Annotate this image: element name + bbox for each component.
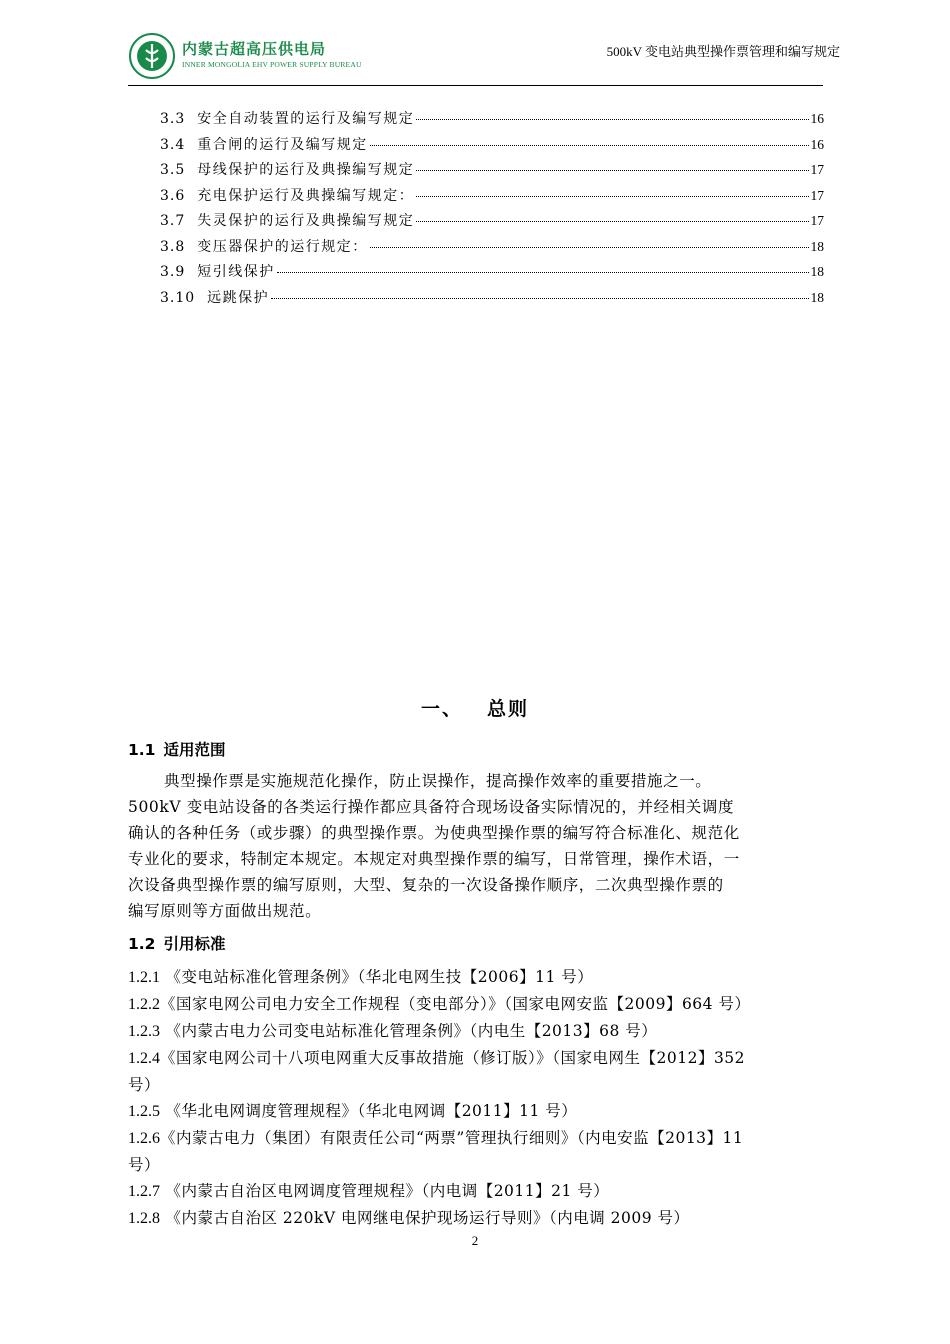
- toc-number: 3.4: [160, 136, 186, 153]
- toc-leader: [277, 272, 809, 273]
- toc-entry[interactable]: [160, 287, 824, 313]
- reference-number: 1.2.4: [128, 1050, 160, 1067]
- reference-item: [128, 964, 828, 991]
- toc-number: 3.7: [160, 213, 186, 229]
- toc-title: 变压器保护的运行规定：: [197, 238, 368, 255]
- section-title: 适用范围: [163, 741, 226, 759]
- toc-title: 短引线保护: [197, 264, 275, 280]
- reference-text: 《内蒙古自治区 220kV 电网继电保护现场运行导则》（内电调 2009 号）: [165, 1209, 690, 1227]
- toc-leader: [370, 247, 809, 248]
- toc-page: 18: [810, 264, 824, 279]
- reference-text: 《国家电网公司电力安全工作规程（变电部分）》（国家电网安监【2009】664 号）: [160, 995, 751, 1013]
- paragraph-line: 专业化的要求，特制定本规定。本规定对典型操作票的编写，日常管理，操作术语，一: [128, 850, 740, 868]
- paragraph-line: 确认的各种任务（或步骤）的典型操作票。为使典型操作票的编写符合标准化、规范化: [128, 824, 740, 842]
- paragraph-line: 次设备典型操作票的编写原则，大型、复杂的一次设备操作顺序，二次典型操作票的: [128, 876, 724, 894]
- reference-item: [128, 1125, 828, 1178]
- toc-leader: [416, 221, 808, 222]
- reference-item: [128, 1205, 828, 1232]
- toc-entry[interactable]: [160, 261, 824, 287]
- org-name-en: INNER MONGOLIA EHV POWER SUPPLY BUREAU: [182, 60, 362, 69]
- section-title: 引用标准: [163, 935, 226, 953]
- reference-number: 1.2.2: [128, 996, 160, 1013]
- toc-page: 18: [810, 289, 824, 305]
- reference-number: 1.2.6: [128, 1130, 160, 1147]
- table-of-contents: [160, 108, 824, 312]
- section-number: 1.1: [128, 741, 156, 759]
- reference-item: [128, 1098, 828, 1125]
- paragraph-line: 500kV 变电站设备的各类运行操作都应具备符合现场设备实际情况的，并经相关调度: [128, 798, 735, 816]
- toc-entry[interactable]: [160, 210, 824, 236]
- org-name-cn: 内蒙古超高压供电局: [182, 40, 327, 58]
- toc-title: 重合闸的运行及编写规定: [197, 136, 368, 153]
- reference-list: [128, 964, 828, 1232]
- toc-number: 3.8: [160, 238, 186, 255]
- chapter-number: 一、: [420, 698, 463, 720]
- reference-item: [128, 991, 828, 1018]
- reference-number: 1.2.3: [128, 1023, 160, 1040]
- section-number: 1.2: [128, 935, 156, 953]
- reference-continuation: 号）: [128, 1156, 161, 1174]
- reference-number: 1.2.5: [128, 1103, 160, 1120]
- reference-number: 1.2.7: [128, 1183, 160, 1200]
- toc-title: 安全自动装置的运行及编写规定: [197, 111, 415, 127]
- paragraph-line: 典型操作票是实施规范化操作，防止误操作，提高操作效率的重要措施之一。: [164, 772, 712, 790]
- toc-title: 远跳保护: [207, 289, 270, 306]
- page-number: 2: [471, 1233, 479, 1248]
- section-heading-references: [128, 932, 225, 954]
- toc-title: 母线保护的运行及典操编写规定: [197, 162, 415, 178]
- reference-number: 1.2.8: [128, 1210, 160, 1227]
- section-heading-scope: [128, 738, 225, 760]
- reference-number: 1.2.1: [128, 969, 160, 986]
- toc-page: 16: [810, 111, 824, 126]
- toc-entry[interactable]: [160, 236, 824, 262]
- reference-text: 《变电站标准化管理条例》（华北电网生技【2006】11 号）: [165, 968, 594, 986]
- toc-page: 17: [810, 162, 824, 177]
- bureau-logo-icon: [128, 32, 176, 80]
- toc-title: 失灵保护的运行及典操编写规定: [197, 213, 415, 229]
- reference-text: 《内蒙古电力（集团）有限责任公司“两票”管理执行细则》（内电安监【2013】11: [160, 1129, 744, 1147]
- toc-page: 16: [810, 136, 824, 152]
- reference-item: [128, 1018, 828, 1045]
- header-divider: [128, 85, 823, 86]
- toc-leader: [416, 119, 808, 120]
- toc-number: 3.3: [160, 111, 186, 127]
- reference-text: 《内蒙古电力公司变电站标准化管理条例》（内电生【2013】68 号）: [165, 1022, 658, 1040]
- toc-leader: [416, 196, 808, 197]
- toc-leader: [416, 170, 808, 171]
- reference-text: 《华北电网调度管理规程》（华北电网调【2011】11 号）: [165, 1102, 578, 1120]
- toc-entry[interactable]: [160, 159, 824, 185]
- toc-entry[interactable]: [160, 108, 824, 134]
- toc-page: 17: [810, 187, 824, 203]
- toc-number: 3.10: [160, 289, 196, 306]
- toc-number: 3.6: [160, 187, 186, 204]
- reference-continuation: 号）: [128, 1076, 161, 1094]
- toc-leader: [271, 298, 808, 299]
- toc-page: 17: [810, 213, 824, 228]
- toc-number: 3.5: [160, 162, 186, 178]
- chapter-title: 总则: [487, 698, 530, 720]
- reference-text: 《国家电网公司十八项电网重大反事故措施（修订版）》（国家电网生【2012】352: [160, 1049, 746, 1067]
- reference-item: [128, 1045, 828, 1098]
- toc-page: 18: [810, 238, 824, 254]
- document-title: 500kV 变电站典型操作票管理和编写规定: [606, 44, 840, 59]
- toc-entry[interactable]: [160, 185, 824, 211]
- paragraph-line: 编写原则等方面做出规范。: [128, 902, 322, 920]
- toc-title: 充电保护运行及典操编写规定：: [197, 187, 415, 204]
- chapter-heading: [0, 694, 950, 721]
- toc-entry[interactable]: [160, 134, 824, 160]
- toc-leader: [370, 145, 809, 146]
- reference-text: 《内蒙古自治区电网调度管理规程》（内电调【2011】21 号）: [165, 1182, 610, 1200]
- reference-item: [128, 1178, 828, 1205]
- toc-number: 3.9: [160, 264, 186, 280]
- scope-paragraph: [128, 768, 823, 924]
